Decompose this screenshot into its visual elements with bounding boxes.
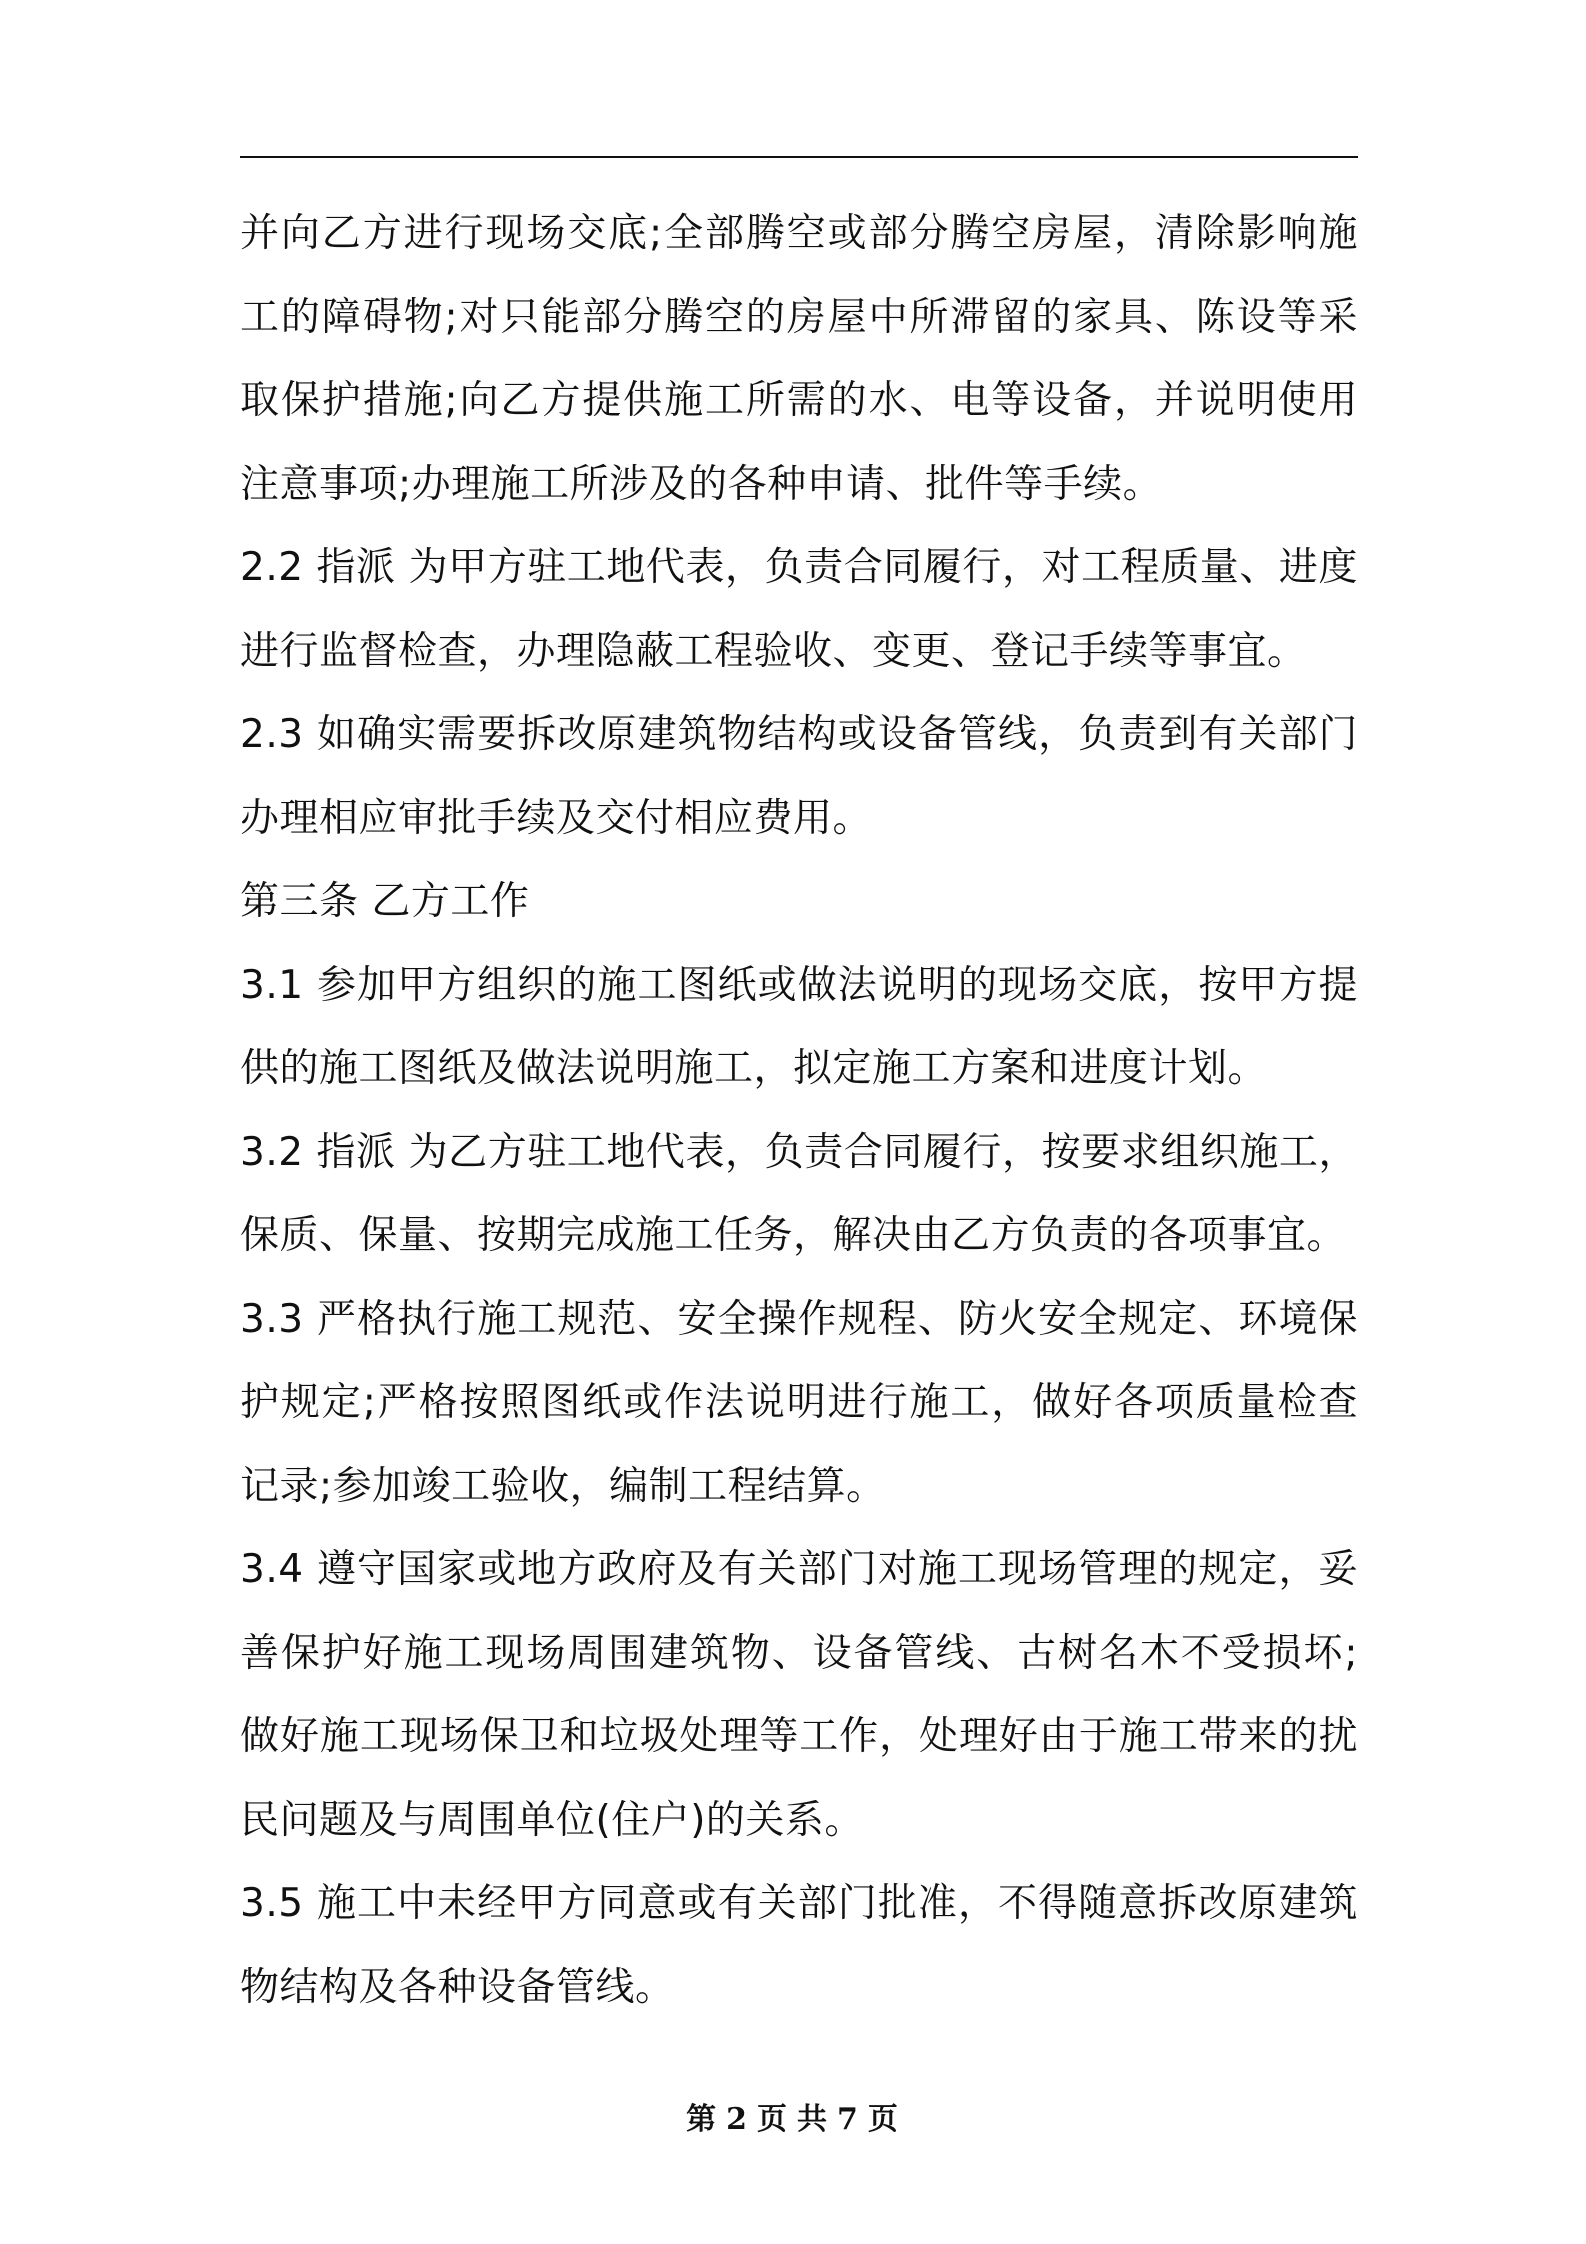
paragraph-2-3: 2.3 如确实需要拆改原建筑物结构或设备管线，负责到有关部门办理相应审批手续及交付相应费用。 [240,712,1358,841]
footer-di: 第 [686,2102,719,2137]
paragraph-3-1: 3.1 参加甲方组织的施工图纸或做法说明的现场交底，按甲方提供的施工图纸及做法说明施工，拟定施工方案和进度计划。 [240,962,1358,1091]
paragraph-continuation: 并向乙方进行现场交底;全部腾空或部分腾空房屋，清除影响施工的障碍物;对只能部分腾空的房屋中所滞留的家具、陈设等采取保护措施;向乙方提供施工所需的水、电等设备，并说明使用注意事项;办理施工所涉及的各种申请、批件等手续。 [240,211,1358,507]
footer-current-page: 2 [726,2102,749,2137]
footer-gong: 共 [797,2102,829,2137]
paragraph-3-3: 3.3 严格执行施工规范、安全操作规程、防火安全规定、环境保护规定;严格按照图纸或作法说明进行施工，做好各项质量检查记录;参加竣工验收，编制工程结算。 [240,1296,1358,1509]
paragraph-3-4: 3.4 遵守国家或地方政府及有关部门对施工现场管理的规定，妥善保护好施工现场周围建筑物、设备管线、古树名木不受损坏;做好施工现场保卫和垃圾处理等工作，处理好由于施工带来的扰民问题及与周围单位(住户)的关系。 [240,1547,1358,1843]
document-body [240,192,1358,2029]
section-heading-article-3: 第三条 乙方工作 [240,879,530,924]
footer-ye: 页 [757,2102,789,2137]
header-rule [240,156,1358,158]
paragraph-3-2: 3.2 指派 为乙方驻工地代表，负责合同履行，按要求组织施工，保质、保量、按期完成施工任务，解决由乙方负责的各项事宜。 [240,1129,1358,1258]
paragraph-3-5: 3.5 施工中未经甲方同意或有关部门批准，不得随意拆改原建筑物结构及各种设备管线。 [240,1881,1358,2010]
footer-total-pages: 7 [837,2102,860,2137]
footer-ye-2: 页 [867,2102,900,2137]
paragraph-2-2: 2.2 指派 为甲方驻工地代表，负责合同履行，对工程质量、进度进行监督检查，办理隐蔽工程验收、变更、登记手续等事宜。 [240,545,1358,674]
page-footer [0,2094,1586,2138]
